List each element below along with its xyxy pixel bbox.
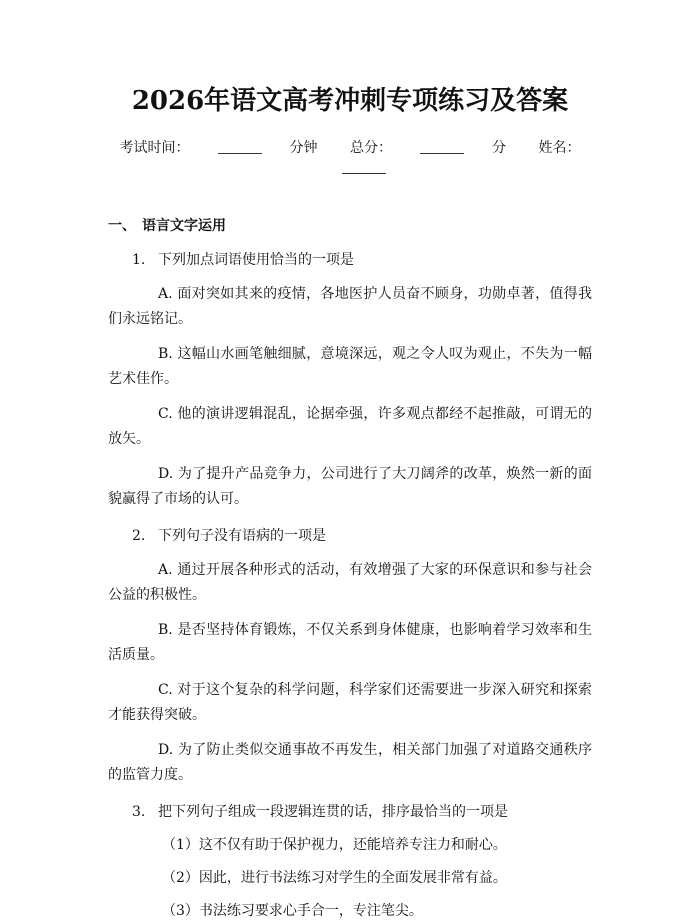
- question-text: 把下列句子组成一段逻辑连贯的话，排序最恰当的一项是: [158, 804, 508, 820]
- name-label: 姓名：: [538, 140, 581, 156]
- page-title: 2026年语文高考冲刺专项练习及答案: [131, 86, 569, 116]
- question-3-stem: [108, 800, 592, 824]
- question-1-stem: [108, 248, 592, 272]
- question-3-sentence-3: （3）书法练习要求心手合一，专注笔尖。: [162, 903, 423, 919]
- question-1-option-a: A. 面对突如其来的疫情，各地医护人员奋不顾身，功勋卓著，值得我们永远铭记。: [108, 286, 592, 327]
- question-3-sentence-2: （2）因此，进行书法练习对学生的全面发展非常有益。: [162, 870, 507, 886]
- section-number: 一、: [108, 218, 136, 234]
- time-label: 考试时间：: [119, 140, 190, 156]
- question-1-option-d: D. 为了提升产品竞争力，公司进行了大刀阔斧的改革，焕然一新的面貌赢得了市场的认可。: [108, 466, 592, 507]
- score-unit: 分: [492, 140, 506, 156]
- name-blank: [342, 159, 386, 174]
- exam-time-field: [120, 140, 318, 156]
- question-2-option-b: B. 是否坚持体育锻炼，不仅关系到身体健康，也影响着学习效率和生活质量。: [108, 622, 592, 663]
- section-title: 语言文字运用: [142, 218, 226, 234]
- question-text: 下列句子没有语病的一项是: [158, 528, 326, 544]
- score-label: 总分：: [350, 140, 392, 156]
- question-number: 3.: [132, 804, 146, 820]
- question-number: 2.: [132, 528, 146, 544]
- score-field: [350, 140, 506, 156]
- section-heading: [108, 216, 592, 236]
- question-2-option-d: D. 为了防止类似交通事故不再发生，相关部门加强了对道路交通秩序的监管力度。: [108, 742, 592, 783]
- question-2-option-a: A. 通过开展各种形式的活动，有效增强了大家的环保意识和参与社会公益的积极性。: [108, 562, 592, 603]
- time-blank: [218, 139, 262, 154]
- score-blank: [420, 139, 464, 154]
- question-1-option-c: C. 他的演讲逻辑混乱，论据牵强，许多观点都经不起推敲，可谓无的放矢。: [108, 406, 592, 447]
- time-unit: 分钟: [289, 140, 318, 156]
- question-2-option-c: C. 对于这个复杂的科学问题，科学家们还需要进一步深入研究和探索才能获得突破。: [108, 682, 592, 723]
- question-text: 下列加点词语使用恰当的一项是: [158, 252, 354, 268]
- question-2-stem: [108, 524, 592, 548]
- question-3-sentence-1: （1）这不仅有助于保护视力，还能培养专注力和耐心。: [162, 837, 507, 853]
- question-number: 1.: [132, 252, 146, 268]
- exam-meta: [108, 138, 592, 178]
- question-1-option-b: B. 这幅山水画笔触细腻，意境深远，观之令人叹为观止，不失为一幅艺术佳作。: [108, 346, 592, 387]
